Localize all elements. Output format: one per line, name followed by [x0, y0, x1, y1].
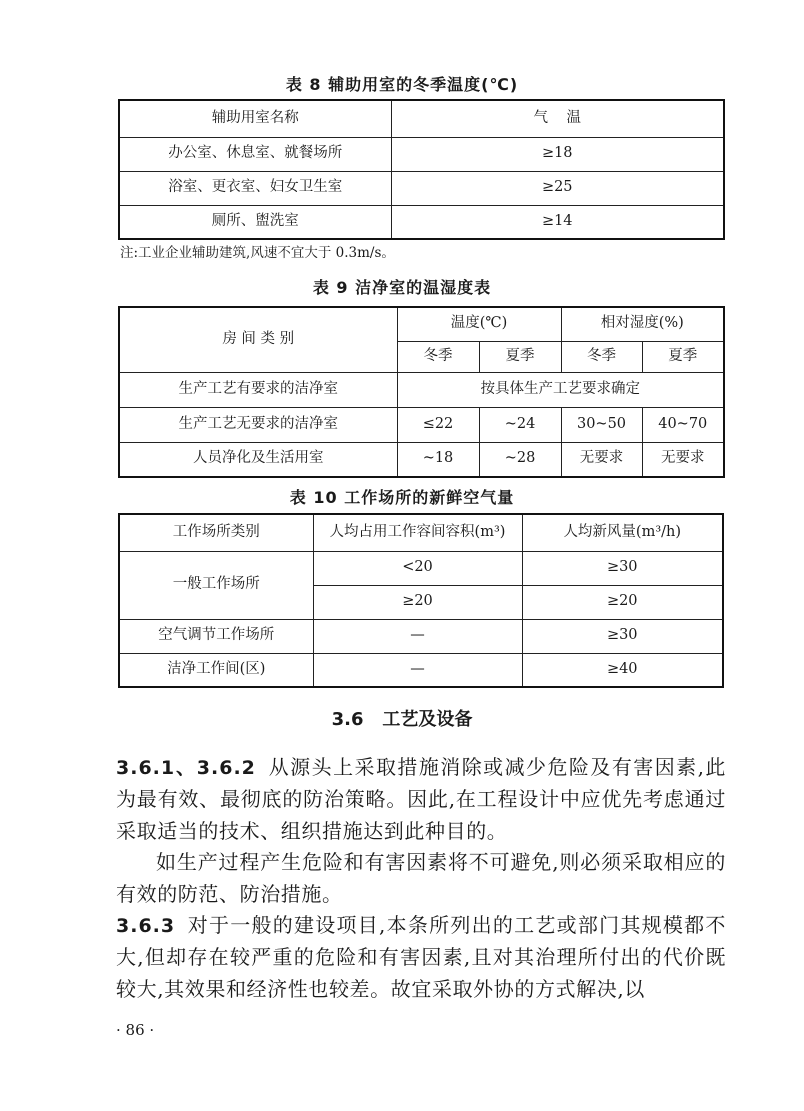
table-row [119, 619, 723, 653]
table-row [119, 137, 724, 171]
table9-sub-winter: 冬季 [397, 341, 479, 372]
table8-cell-value: ≥14 [391, 205, 724, 239]
section-title: 3.6 工艺及设备 [331, 709, 473, 730]
table9-cell-temp-summer: ~24 [479, 407, 561, 442]
clause-paragraph [116, 910, 726, 1005]
table9 [118, 306, 725, 478]
table10-cell-volume: — [313, 653, 522, 687]
table9-caption: 表 9 洁净室的温湿度表 [312, 278, 492, 297]
table10-cell-air: ≥40 [522, 653, 723, 687]
table9-cell-temp-winter: ~18 [397, 442, 479, 477]
table8-cell-name: 浴室、更衣室、妇女卫生室 [119, 171, 391, 205]
clause-number: 3.6.3 [116, 915, 176, 938]
table10-cell-name: 洁净工作间(区) [119, 653, 313, 687]
table9-cell-temp-winter: ≤22 [397, 407, 479, 442]
table9-cell-hum-winter: 无要求 [561, 442, 642, 477]
page-number: · 86 · [116, 1021, 155, 1039]
table9-cell-merged: 按具体生产工艺要求确定 [397, 372, 724, 407]
table8-note: 注:工业企业辅助建筑,风速不宜大于 0.3m/s。 [120, 245, 395, 261]
table10-cell-volume: ≥20 [313, 585, 522, 619]
table9-cell-name: 人员净化及生活用室 [119, 442, 397, 477]
table10-cell-air: ≥30 [522, 619, 723, 653]
table10-caption: 表 10 工作场所的新鲜空气量 [289, 488, 515, 507]
table8-cell-name: 办公室、休息室、就餐场所 [119, 137, 391, 171]
table10 [118, 513, 724, 688]
table9-cell-name: 生产工艺无要求的洁净室 [119, 407, 397, 442]
table-row [119, 372, 724, 407]
table-row [119, 653, 723, 687]
body-text [116, 752, 726, 1005]
table10-cell-volume: <20 [313, 551, 522, 585]
table8 [118, 99, 725, 240]
table9-cell-hum-winter: 30~50 [561, 407, 642, 442]
table9-cell-temp-summer: ~28 [479, 442, 561, 477]
table9-sub-winter: 冬季 [561, 341, 642, 372]
table10-header-volume: 人均占用工作容间容积(m³) [313, 514, 522, 551]
clause-text: 对于一般的建设项目,本条所列出的工艺或部门其规模都不大,但却存在较严重的危险和有害因素,且对其治理所付出的代价既较大,其效果和经济性也较差。故宜采取外协的方式解决,以 [116, 913, 726, 1001]
table10-cell-air: ≥30 [522, 551, 723, 585]
table-row [119, 407, 724, 442]
table-row [119, 551, 723, 585]
table10-header-air: 人均新风量(m³/h) [522, 514, 723, 551]
table9-cell-hum-summer: 40~70 [642, 407, 724, 442]
table9-sub-summer: 夏季 [479, 341, 561, 372]
table8-cell-value: ≥25 [391, 171, 724, 205]
clause-paragraph [116, 752, 726, 847]
clause-number: 3.6.1、3.6.2 [116, 757, 256, 779]
table9-sub-summer: 夏季 [642, 341, 724, 372]
table9-cell-name: 生产工艺有要求的洁净室 [119, 372, 397, 407]
table8-header-temp: 气 温 [391, 100, 724, 137]
table-row [119, 205, 724, 239]
table8-cell-name: 厕所、盥洗室 [119, 205, 391, 239]
table10-cell-general: 一般工作场所 [119, 551, 313, 619]
table9-header-room: 房 间 类 别 [119, 307, 397, 372]
table9-header-temp: 温度(℃) [397, 307, 561, 341]
table9-cell-hum-summer: 无要求 [642, 442, 724, 477]
table8-cell-value: ≥18 [391, 137, 724, 171]
clause-text: 从源头上采取措施消除或减少危险及有害因素,此为最有效、最彻底的防治策略。因此,在工程设计中应优先考虑通过采取适当的技术、组织措施达到此种目的。 [116, 755, 726, 843]
table8-header-name: 辅助用室名称 [119, 100, 391, 137]
table10-cell-name: 空气调节工作场所 [119, 619, 313, 653]
table10-cell-air: ≥20 [522, 585, 723, 619]
table10-header-category: 工作场所类别 [119, 514, 313, 551]
table9-header-humidity: 相对湿度(%) [561, 307, 724, 341]
table10-cell-volume: — [313, 619, 522, 653]
table-row [119, 171, 724, 205]
table-row [119, 442, 724, 477]
paragraph: 如生产过程产生危险和有害因素将不可避免,则必须采取相应的有效的防范、防治措施。 [116, 850, 726, 906]
table8-caption: 表 8 辅助用室的冬季温度(℃) [285, 75, 519, 94]
